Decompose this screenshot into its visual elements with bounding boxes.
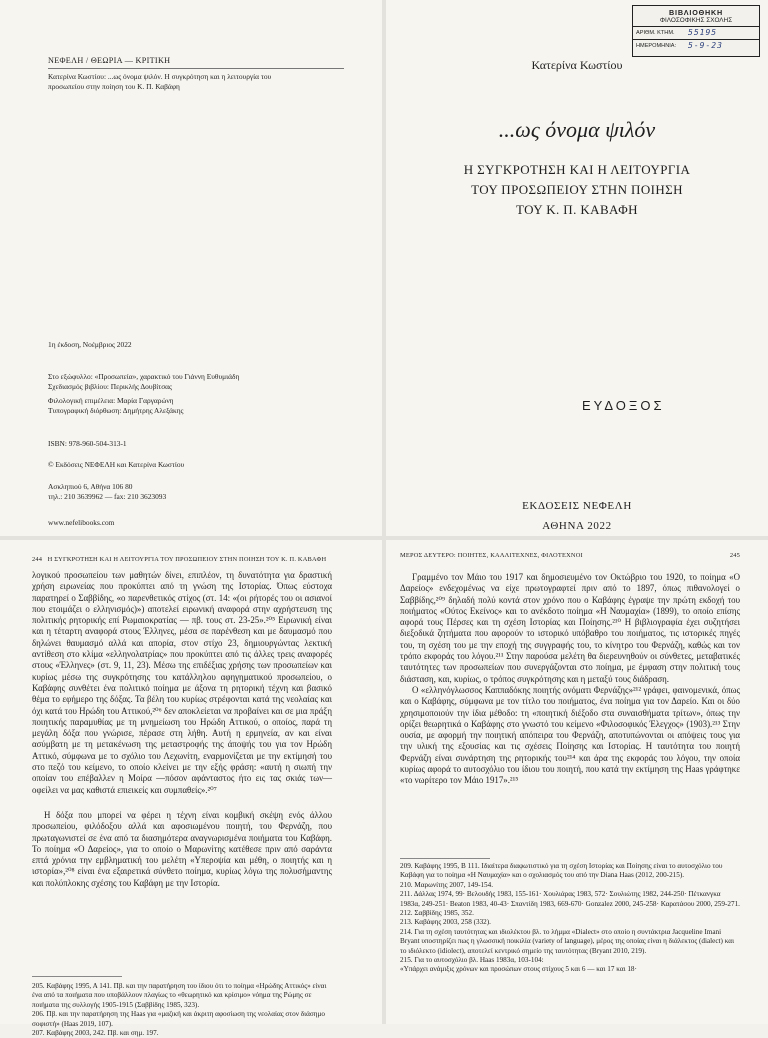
- running-header: [32, 556, 342, 563]
- copyright: © Εκδόσεις ΝΕΦΕΛΗ και Κατερίνα Κωστίου: [48, 460, 185, 469]
- copyright-page: [0, 0, 382, 536]
- credit-cover: Στο εξώφυλλο: «Προσωπεία», χαρακτικό του Γιάννη Ευθυμιάδη: [48, 372, 240, 381]
- stamp-date-label: ΗΜΕΡΟΜΗΝΙΑ:: [636, 43, 677, 49]
- author-name: Κατερίνα Κωστίου: [531, 58, 623, 72]
- footnote-213: 213. Καβάφης 2003, 258 (332).: [400, 918, 491, 927]
- series-rule: [48, 68, 344, 69]
- series-label: ΝΕΦΕΛΗ / ΘΕΩΡΙΑ — ΚΡΙΤΙΚΗ: [48, 56, 171, 65]
- isbn: ISBN: 978-960-504-313-1: [48, 439, 127, 448]
- footnote-207: 207. Καβάφης 2003, 242. Πβ. και σημ. 197.: [32, 1029, 159, 1038]
- stamp-line-2: ΦΙΛΟΣΟΦΙΚΗΣ ΣΧΟΛΗΣ: [633, 17, 759, 27]
- running-header: [400, 552, 740, 559]
- stamp-date-value: 5-9-23: [688, 41, 723, 50]
- footnote-205: 205. Καβάφης 1995, Α 141. Πβ. και την παρατήρηση του ίδιου ότι το ποίημα «Ηρώδης Αττικός» είναι ένα από τα ποιήματα που υποβάλλουν πλαγίως το «θεωρητικό και κρίσιμο» νόημα της Ρώμης σε ποιήματα της συλλογής 1905-1915 (Σαββίδης 1985, 323).: [32, 982, 327, 1009]
- credit-editor: Φιλολογική επιμέλεια: Μαρία Γαργαρώνη: [48, 396, 174, 406]
- footnote-210: 210. Μαρωνίτης 2007, 149-154.: [400, 880, 494, 889]
- credit-design: Σχεδιασμός βιβλίου: Περικλής Δουβίτσας: [48, 382, 172, 392]
- book-subtitle: [386, 160, 768, 220]
- header-text: Η ΣΥΓΚΡΟΤΗΣΗ ΚΑΙ Η ΛΕΙΤΟΥΡΓΙΑ ΤΟΥ ΠΡΟΣΩΠΕΙΟΥ ΣΤΗΝ ΠΟΙΗΣΗ ΤΟΥ Κ. Π. ΚΑΒΑΦΗ: [47, 556, 327, 563]
- page-number: 245: [729, 552, 740, 559]
- library-stamp: [632, 5, 760, 57]
- eudoxos-label: ΕΥΔΟΞΟΣ: [582, 398, 665, 413]
- paragraph-1: λογικού προσωπείου των μαθητών δίνει, επιπλέον, τη δυνατότητα για δραστική χρήση ειρωνείας που προκύπτει από τη γνώση της Ιστορίας. Όπως εύστοχα παρατηρεί ο Σαββίδης, «ο παρενθετικός στίχος (στ. 14: «(οι ρήτορές του οι ασιανοί που ετοιμάζει ο ελληνισμός)») αποτελεί ειρωνική αναφορά στην αχρήστευση της πολιτικής ρητορικής επί Ρωμαιοκρατίας — πβ. τους στ. 23-25».²⁰⁵ Ειρωνική είναι και η τέταρτη αναφορά στους Έλληνες, μέσα σε παρένθεση και με δαυμασμό που δηλώνει θαυμασμό αλλά και απορία, στον στίχο 23, δημιουργώντας λεκτική αντίθεση στο κλίμα «ελληνολατρίας» που προκύπτει από τις άλλες τρεις αναφορές στους «Έλληνες» (στ. 9, 11, 23). Μέσω της επιδέξιας χρήσης των προσωπείων και κυρίως μέσω της συγκρότησης του κατάλληλου αφηγηματικού προσωπείου, ο Καβάφης συνθέτει ένα πολιτικό ποίημα με άξονα τη ρητορική τέχνη και βασικό θέμα το εφήμερο της δόξας. Τα βέλη του κυρίως στρέφονται κατά της νεολαίας και όχι κατά του Ηρώδη του Αττικού,²⁰⁶ δεν αποκλείεται να προβαίνει και σε μια πράξη ποιητικής παραμυθίας με τη μνημείωση του Ηρώδη Αττικού, ο οποίος, παρά τη μεγάλη δόξα που γνώρισε, πέρασε στη λήθη. Αυτή η ερμηνεία, αν και είναι ασύμβατη με τη μετακένωση της μεταστροφής της άποψής του για τον Ηρώδη Αττικό, σύμφωνα με το σχόλιο του Λεχωνίτη, εναρμονίζεται με την εκτίμησή του στο πεζό του κείμενο, το οποίο κλείνει με την εξής φράση: «αυτή η σιωπή την οποίαν του επέβαλλεν η Μοίρα —πόσον αφάνταστος ήτο εις τας σκιάς των— οφείλει να μας καθιστά επιεικείς και συμπαθείς».²⁰⁷: [32, 570, 332, 795]
- paragraph-2: Η δόξα που μπορεί να φέρει η τέχνη είναι κομβική σκέψη ενός άλλου προσωπείου, φιλόδοξου αλλά και αφοσιωμένου ποιητή, του Φερνάζη, που πρωταγωνιστεί σε ένα από τα διασημότερα αναγνωρισμένα ποιήματα του Καβάφη. Το ποίημα «Ο Δαρείος», για το οποίο ο Μαρωνίτης κατέθεσε πριν από σαράντα επτά χρόνια την εμβληματική του μελέτη «Υπεροψία και μέθη, ο ποιητής και η ιστορία»,²⁰⁸ είναι ένα εξαιρετικά σύνθετο ποίημα, κυρίως λόγω της πολυσήμαντης και πολύπλοκης σχέσης του Καβάφη με την Ιστορία.: [32, 809, 332, 888]
- phone-line: τηλ.: 210 3639962 — fax: 210 3623093: [48, 492, 167, 502]
- page-number: 244: [32, 556, 43, 563]
- publisher-address: [48, 482, 166, 502]
- title-page: [386, 0, 768, 536]
- cip-line-1: Κατερίνα Κωστίου: ...ως όνομα ψιλόν. Η συγκρότηση και η λειτουργία του: [48, 72, 272, 81]
- stamp-row-accession: [633, 27, 759, 40]
- footnote-215: 215. Για το αυτοσχόλιο βλ. Haas 1983α, 103-104:: [400, 956, 544, 965]
- cip-line-2: προσωπείου στην ποίηση του Κ. Π. Καβάφη: [48, 82, 180, 92]
- footnote-215-quote: «Υπάρχει ανάμιξις χρόνων και προσώπων στους στίχους 5 και 6 — και 17 και 18·: [400, 965, 637, 974]
- subtitle-line-2: ΤΟΥ ΠΡΟΣΩΠΕΙΟΥ ΣΤΗΝ ΠΟΙΗΣΗ: [471, 182, 683, 197]
- edition-line: 1η έκδοση, Νοέμβριος 2022: [48, 340, 132, 349]
- footnote-rule: [400, 858, 490, 859]
- address-line: Ασκληπιού 6, Αθήνα 106 80: [48, 482, 133, 491]
- footnote-214: 214. Για τη σχέση ταυτότητας και ιδιολέκτου βλ. το λήμμα «Dialect» στο οποίο η συντάκτρια Jacqueline Imani Bryant υποστηρίζει πως η γλωσσική ποικιλία (variety of language), μέρος της οποίας είναι η διάλεκτος (dialect) και το ιδιόλεκτο (idiolect), αποτελεί κεντρικό σημείο της ταυτότητας (Bryant 2010, 219).: [400, 927, 735, 955]
- footnote-212: 212. Σαββίδης 1985, 352.: [400, 909, 474, 918]
- stamp-row-date: [633, 40, 759, 52]
- stamp-accession-label: ΑΡΙΘΜ. ΚΤΗΜ.: [636, 30, 675, 36]
- main-text: [400, 572, 740, 787]
- main-text: [32, 570, 332, 889]
- footnote-206: 206. Πβ. και την παρατήρηση της Haas για «μαζική και άκριτη αφοσίωση της νεολαίας στον διάσημο σοφιστή» (Haas 2019, 107).: [32, 1010, 325, 1028]
- subtitle-line-1: Η ΣΥΓΚΡΟΤΗΣΗ ΚΑΙ Η ΛΕΙΤΟΥΡΓΙΑ: [463, 162, 691, 177]
- footnote-rule: [32, 976, 122, 977]
- header-text: ΜΕΡΟΣ ΔΕΥΤΕΡΟ: ΠΟΙΗΤΕΣ, ΚΑΛΛΙΤΕΧΝΕΣ, ΦΙΛΟΤΕΧΝΟΙ: [400, 552, 583, 559]
- stamp-accession-value: 55195: [688, 28, 718, 37]
- footnotes: [32, 982, 332, 1038]
- book-page-245: [386, 540, 768, 1024]
- subtitle-line-3: ΤΟΥ Κ. Π. ΚΑΒΑΦΗ: [516, 202, 638, 217]
- footnote-211: 211. Δάλλας 1974, 99· Βελουδής 1983, 155-161· Χουλιάρας 1983, 572· Σουλιώτης 1982, 244-250· Πέτκανγκα 1983α, 249-251· Beaton 1983, 40-43· Σπαντίδη 1983, 669-670· Gonzalez 2000, 245-258· Καρατάσου 2000, 259-271.: [400, 890, 740, 908]
- credits-block: [48, 372, 239, 416]
- book-page-244: [0, 540, 382, 1038]
- publication-city: ΑΘΗΝΑ 2022: [542, 520, 612, 532]
- stamp-line-1: ΒΙΒΛΙΟΘΗΚΗ: [669, 8, 723, 17]
- book-title: ...ως όνομα ψιλόν: [498, 117, 656, 142]
- website: www.nefelibooks.com: [48, 518, 115, 527]
- footnotes: [400, 862, 740, 975]
- footnote-209: 209. Καβάφης 1995, Β 111. Ιδιαίτερα διαφωτιστικό για τη σχέση Ιστορίας και Ποίησης είναι το αυτοσχόλιο του Καβάφη για το ποίημα «Η Ναυμαχία» και ο σχολιασμός του από την Diana Haas (2012, 200-215).: [400, 862, 723, 880]
- paragraph-1: Γραμμένο τον Μάιο του 1917 και δημοσιευμένο τον Οκτώβριο του 1920, το ποίημα «Ο Δαρείος» ενδεχομένως να είχε πρωτογραφτεί πριν από το 1897, όπως πιθανολογεί ο Σαββίδης,²⁰⁹ δηλαδή πολύ κοντά στον χρόνο που ο Καβάφης έγραψε την πρώτη εκδοχή του ποιήματος «Ούτος Εκείνος» και το ανέκδοτο ποίημα «Η Ναυμαχία» (1899), το οποίο επίσης αφορά τους Πέρσες και τη σχέση Ιστορίας και Ποίησης.²¹⁰ Η βιβλιογραφία έχει συζητήσει διεξοδικά ζητήματα που αφορούν το ιστορικό υπόβαθρο του ποιήματος, τις ιστορικές πηγές του, τη σχέση του με την εποχή της συγγραφής του, το κίνητρο του Φερνάζη, καθώς και τον τρόπο εκφοράς του λόγου.²¹¹ Στην παρούσα μελέτη θα διερευνηθούν οι σύνθετες, μεταβατικές ταυτότητες των προσωπείων που συνεργάζονται στο ποίημα, με έμφαση στην πολιτική τους διάσταση, και, κυρίως, ο τρόπος συγκρότησης και η μεταξύ τους διάδραση.: [400, 572, 740, 684]
- paragraph-2: Ο «ελληνόγλωσσος Καππαδόκης ποιητής ονόματι Φερνάζης»²¹² γράφει, φαινομενικά, όπως και ο Καβάφης, σύμφωνα με τον τίτλο του ποιήματος, ένα ποίημα για τον Δαρείο. Και οι δύο χρησιμοποιούν την ίδια μέθοδο: τη «ποιητική διέξοδο στα συναισθήματα τρίτων», όπως την ορίζει θεωρητικά ο Καβάφης στο γνωστό του κείμενο «Φιλοσοφικός Έλεγχος» (1903).²¹³ Στην ουσία, με αφορμή την ποιητική απόπειρα του Φερνάζη, αποτυπώνονται οι απόψεις τους για την υλική της εξουσίας και τις σχέσεις Ποίησης και Ιστορίας. Η ταυτότητα του ποιητή Φερνάζη είναι συνάρτηση της ρητορικής του²¹⁴ και άρα της εκφοράς του λόγου, την οποία κυρίως αφορά το αυτοσχόλιο του ίδιου του ποιητή, που κατά την εκτίμηση της Haas γράφτηκε «το νωρίτερο τον Μάιο 1917».²¹⁵: [400, 684, 740, 786]
- publisher-name: ΕΚΔΟΣΕΙΣ ΝΕΦΕΛΗ: [522, 500, 632, 512]
- credit-proofreading: Τυπογραφική διόρθωση: Δημήτρης Αλεξάκης: [48, 406, 184, 416]
- cip-entry: [48, 72, 348, 92]
